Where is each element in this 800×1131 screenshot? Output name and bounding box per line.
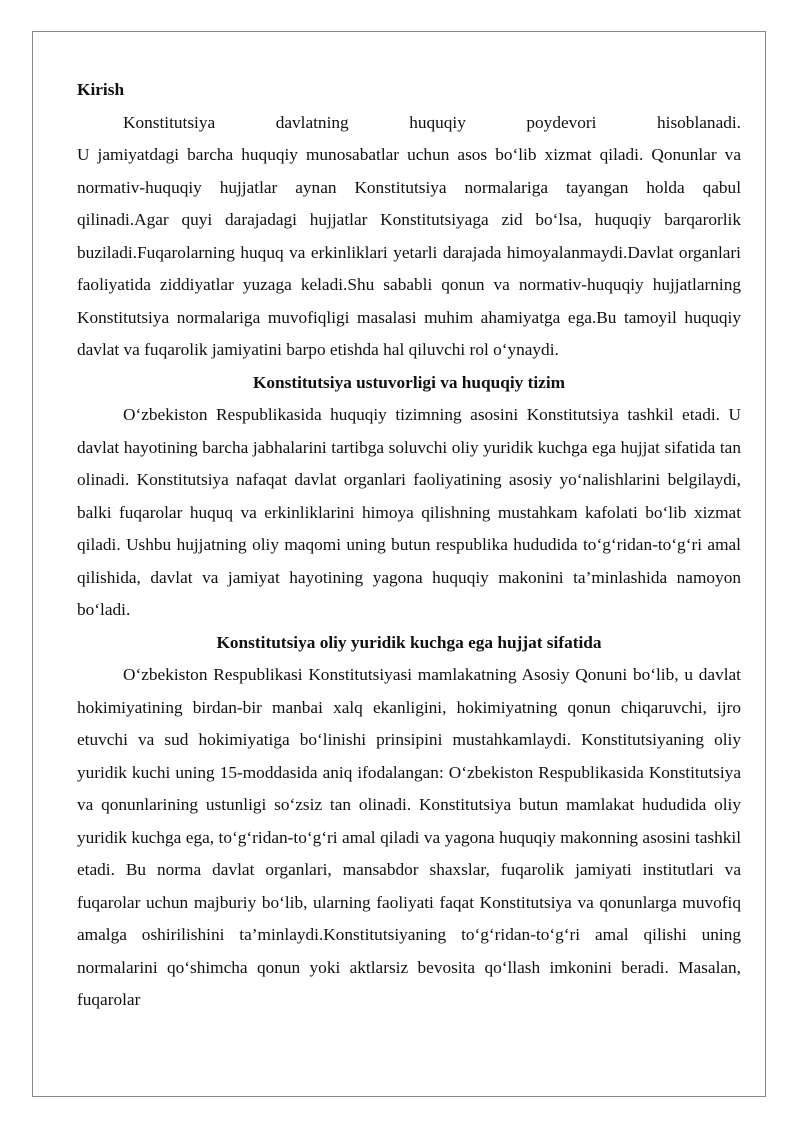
intro-body: U jamiyatdagi barcha huquqiy munosabatlar uchun asos bo‘lib xizmat qiladi. Qonunlar va normativ-huquqiy hujjatlar aynan Konstitutsiya normalariga tayangan holda qabul qilinadi.Agar quyi darajadagi hujjatlar Konstitutsiyaga zid bo‘lsa, huquqiy barqarorlik buziladi.Fuqarolarning huquq va erkinliklari yetarli darajada himoyalanmaydi.Davlat organlari faoliyatida ziddiyatlar yuzaga keladi.Shu sababli qonun va normativ-huquqiy hujjatlarning Konstitutsiya normalariga muvofiqligi masalasi muhim ahamiyatga ega.Bu tamoyil huquqiy davlat va fuqarolik jamiyatini barpo etishda hal qiluvchi rol o‘ynaydi. — [77, 145, 741, 359]
section-paragraph-legal-force: O‘zbekiston Respublikasi Konstitutsiyasi mamlakatning Asosiy Qonuni bo‘lib, u davlat hokimiyatining birdan-bir manbai xalq ekanligini, hokimiyatning qonun chiqaruvchi, ijro etuvchi va sud hokimiyatiga bo‘linishi prinsipini mustahkamlaydi. Konstitutsiyaning oliy yuridik kuchi uning 15-moddasida aniq ifodalangan: O‘zbekiston Respublikasida Konstitutsiya va qonunlarining ustunligi so‘zsiz tan olinadi. Konstitutsiya butun mamlakat hududida oliy yuridik kuchga ega, to‘g‘ridan-to‘g‘ri amal qiladi va yagona huquqiy makonning asosini tashkil etadi. Bu norma davlat organlari, mansabdor shaxslar, fuqarolik jamiyati institutlari va fuqarolar uchun majburiy bo‘lib, ularning faoliyati faqat Konstitutsiya va qonunlarga muvofiq amalga oshirilishini ta’minlaydi.Konstitutsiyaning to‘g‘ridan-to‘g‘ri amal qilishi uning normalarini qo‘shimcha qonun yoki aktlarsiz bevosita qo‘llash imkonini beradi. Masalan, fuqarolar — [77, 665, 741, 1009]
section-paragraph-supremacy: O‘zbekiston Respublikasida huquqiy tizimning asosini Konstitutsiya tashkil etadi. U davlat hayotining barcha jabhalarini tartibga soluvchi oliy yuridik kuchga ega hujjat sifatida tan olinadi. Konstitutsiya nafaqat davlat organlari faoliyatining asosiy yo‘nalishlarini belgilaydi, balki fuqarolar huquq va erkinliklarini himoya qilishning mustahkam kafolati bo‘lib xizmat qiladi. Ushbu hujjatning oliy maqomi uning butun respublika hududida to‘g‘ridan-to‘g‘ri amal qilishida, davlat va jamiyat hayotining yagona huquqiy makonini ta’minlashida namoyon bo‘ladi. — [77, 405, 741, 619]
document-body — [77, 74, 741, 1017]
intro-heading: Kirish — [77, 80, 125, 99]
section-heading-legal-force: Konstitutsiya oliy yuridik kuchga ega hujjat sifatida — [216, 632, 602, 652]
intro-paragraph — [77, 107, 741, 367]
section-heading-supremacy: Konstitutsiya ustuvorligi va huquqiy tizim — [252, 372, 566, 392]
intro-first-line: Konstitutsiya davlatning huquqiy poydevori hisoblanadi. — [123, 112, 741, 132]
